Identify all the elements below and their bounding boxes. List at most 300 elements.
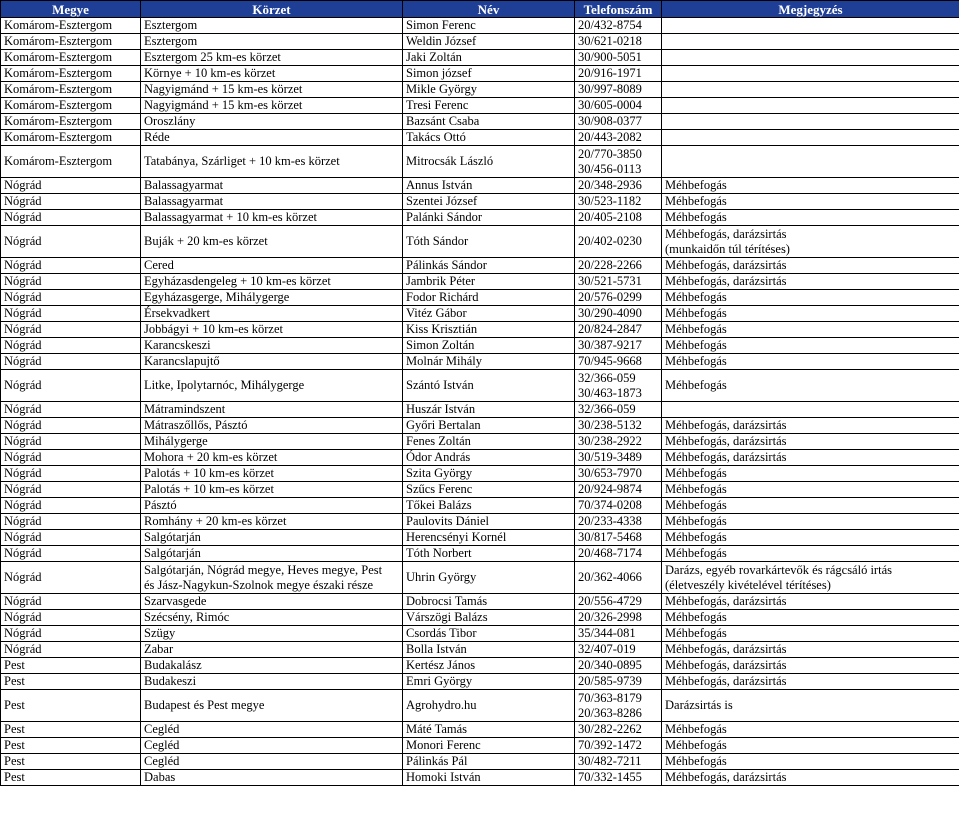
cell-nev [403,738,575,754]
cell-megye: Pest [1,738,141,754]
cell-nev [403,34,575,50]
cell-nev [403,610,575,626]
cell-megjegyzes [662,418,959,434]
cell-korzet-line: Salgótarján, Nógrád megye, Heves megye, Pest [144,562,383,577]
cell-korzet-line: Esztergom [144,34,198,48]
cell-korzet-line: Réde [144,130,170,144]
cell-megjegyzes-line: Méhbefogás [665,482,727,496]
cell-korzet [141,338,403,354]
cell-megjegyzes [662,498,959,514]
cell-megjegyzes [662,674,959,690]
cell-megjegyzes-line: Méhbefogás, darázsirtás [665,274,787,288]
table-row [1,562,959,594]
cell-telefonszam-line: 30/900-5051 [578,50,642,64]
cell-telefonszam-line: 30/482-7211 [578,754,642,768]
cell-telefonszam [575,210,662,226]
cell-megye: Nógrád [1,210,141,226]
cell-korzet-line: Salgótarján [144,530,201,544]
cell-megjegyzes-line: Méhbefogás, darázsirtás [665,450,787,464]
cell-megjegyzes-line: Méhbefogás [665,722,727,736]
cell-telefonszam [575,354,662,370]
cell-megjegyzes [662,306,959,322]
cell-telefonszam-line: 30/621-0218 [578,34,642,48]
cell-nev-line: Weldin József [406,34,477,48]
cell-nev-line: Szántó István [406,378,474,392]
table-row [1,642,959,658]
table-row [1,530,959,546]
cell-megjegyzes-line: Méhbefogás, darázsirtás [665,258,787,272]
cell-megjegyzes-line: Darázsirtás is [665,698,733,712]
cell-nev [403,466,575,482]
cell-telefonszam [575,514,662,530]
cell-telefonszam-line: 30/997-8089 [578,82,642,96]
cell-nev [403,98,575,114]
cell-telefonszam-line: 30/605-0004 [578,98,642,112]
cell-telefonszam-line: 20/443-2082 [578,130,642,144]
cell-telefonszam [575,322,662,338]
cell-nev [403,594,575,610]
cell-megjegyzes [662,594,959,610]
cell-korzet [141,722,403,738]
cell-megye: Nógrád [1,450,141,466]
cell-korzet-line: Érsekvadkert [144,306,210,320]
cell-nev-line: Kiss Krisztián [406,322,478,336]
cell-nev [403,514,575,530]
cell-nev [403,418,575,434]
cell-megjegyzes-line: Méhbefogás [665,378,727,392]
cell-telefonszam [575,418,662,434]
cell-telefonszam-line: 20/585-9739 [578,674,642,688]
cell-korzet [141,754,403,770]
cell-megye: Nógrád [1,194,141,210]
cell-megye: Pest [1,690,141,722]
table-row [1,354,959,370]
table-row [1,738,959,754]
cell-telefonszam-line: 20/556-4729 [578,594,642,608]
cell-nev [403,194,575,210]
cell-korzet [141,178,403,194]
cell-megye: Nógrád [1,594,141,610]
cell-telefonszam-line: 30/282-2262 [578,722,642,736]
table-row [1,770,959,786]
cell-megjegyzes [662,66,959,82]
cell-nev [403,674,575,690]
cell-korzet [141,626,403,642]
cell-telefonszam [575,370,662,402]
cell-telefonszam-line: 32/366-059 [578,402,636,416]
cell-megye: Nógrád [1,418,141,434]
cell-korzet-line: Tatabánya, Szárliget + 10 km-es körzet [144,154,340,168]
cell-korzet-line: Zabar [144,642,174,656]
cell-korzet-line: Esztergom [144,18,198,32]
cell-korzet-line: Litke, Ipolytarnóc, Mihálygerge [144,378,305,392]
cell-megye: Nógrád [1,338,141,354]
cell-korzet [141,322,403,338]
cell-megjegyzes-line: Méhbefogás [665,306,727,320]
cell-korzet [141,354,403,370]
cell-nev [403,562,575,594]
cell-telefonszam-line: 35/344-081 [578,626,636,640]
cell-megye: Komárom-Esztergom [1,82,141,98]
cell-korzet-line: Cegléd [144,722,180,736]
cell-telefonszam [575,738,662,754]
table-row [1,194,959,210]
cell-korzet [141,674,403,690]
cell-korzet [141,402,403,418]
cell-megye: Komárom-Esztergom [1,146,141,178]
cell-nev [403,402,575,418]
cell-telefonszam [575,258,662,274]
cell-korzet [141,114,403,130]
cell-nev-line: Bolla István [406,642,467,656]
cell-telefonszam [575,546,662,562]
cell-telefonszam-line: 30/456-0113 [578,161,642,176]
cell-megjegyzes [662,642,959,658]
cell-nev-line: Molnár Mihály [406,354,483,368]
cell-megye: Nógrád [1,402,141,418]
cell-korzet [141,562,403,594]
cell-megjegyzes-line: Darázs, egyéb rovarkártevők és rágcsáló irtás [665,562,892,577]
cell-korzet-line: Egyházasdengeleg + 10 km-es körzet [144,274,331,288]
cell-megjegyzes-line: Méhbefogás, darázsirtás [665,434,787,448]
cell-megye: Pest [1,674,141,690]
cell-korzet-line: Salgótarján [144,546,201,560]
cell-telefonszam-line: 30/817-5468 [578,530,642,544]
cell-megye: Komárom-Esztergom [1,50,141,66]
cell-korzet [141,290,403,306]
cell-megjegyzes [662,562,959,594]
cell-megjegyzes [662,146,959,178]
cell-nev-line: Dobrocsi Tamás [406,594,488,608]
cell-korzet [141,370,403,402]
cell-megye: Nógrád [1,514,141,530]
table-row [1,658,959,674]
cell-megye: Pest [1,754,141,770]
table-row [1,290,959,306]
cell-telefonszam-line: 70/332-1455 [578,770,642,784]
cell-megjegyzes [662,290,959,306]
cell-telefonszam [575,770,662,786]
table-row [1,34,959,50]
cell-megye: Nógrád [1,482,141,498]
cell-korzet-line: Dabas [144,770,176,784]
cell-telefonszam [575,674,662,690]
cell-telefonszam-line: 30/653-7970 [578,466,642,480]
cell-megjegyzes-line: Méhbefogás, darázsirtás [665,674,787,688]
cell-nev [403,82,575,98]
cell-korzet [141,546,403,562]
cell-telefonszam [575,690,662,722]
cell-megye: Nógrád [1,370,141,402]
cell-korzet-line: Környe + 10 km-es körzet [144,66,276,80]
header-megye: Megye [1,1,141,18]
cell-korzet [141,258,403,274]
cell-nev-line: Huszár István [406,402,476,416]
header-telefonszam: Telefonszám [575,1,662,18]
cell-telefonszam [575,530,662,546]
cell-telefonszam [575,338,662,354]
table-row [1,370,959,402]
cell-telefonszam [575,274,662,290]
cell-telefonszam [575,18,662,34]
cell-megjegyzes-line: (munkaidőn túl térítéses) [665,241,790,256]
cell-korzet-line: Mihálygerge [144,434,208,448]
cell-telefonszam-line: 32/407-019 [578,642,636,656]
cell-nev-line: Tóth Norbert [406,546,472,560]
cell-korzet [141,482,403,498]
table-header [1,1,959,18]
cell-nev-line: Simon józsef [406,66,472,80]
cell-telefonszam [575,66,662,82]
cell-megjegyzes [662,402,959,418]
cell-nev [403,434,575,450]
table-row [1,274,959,290]
cell-korzet-line: Jobbágyi + 10 km-es körzet [144,322,283,336]
cell-nev-line: Mitrocsák László [406,154,494,168]
cell-korzet [141,98,403,114]
cell-nev-line: Tőkei Balázs [406,498,472,512]
cell-megye: Komárom-Esztergom [1,66,141,82]
cell-nev [403,290,575,306]
cell-telefonszam-line: 20/326-2998 [578,610,642,624]
cell-nev-line: Monori Ferenc [406,738,481,752]
cell-korzet-line: Mohora + 20 km-es körzet [144,450,278,464]
cell-telefonszam-line: 70/945-9668 [578,354,642,368]
cell-telefonszam [575,194,662,210]
cell-nev-line: Máté Tamás [406,722,468,736]
cell-korzet-line: Balassagyarmat [144,194,224,208]
cell-korzet-line: Balassagyarmat + 10 km-es körzet [144,210,317,224]
cell-telefonszam-line: 20/405-2108 [578,210,642,224]
cell-megjegyzes [662,114,959,130]
cell-nev [403,210,575,226]
cell-megjegyzes-line: Méhbefogás [665,210,727,224]
cell-telefonszam [575,610,662,626]
cell-telefonszam [575,402,662,418]
cell-megye: Nógrád [1,274,141,290]
cell-megjegyzes [662,98,959,114]
cell-megjegyzes-line: Méhbefogás [665,290,727,304]
cell-korzet [141,690,403,722]
cell-nev [403,482,575,498]
cell-megye: Nógrád [1,290,141,306]
cell-telefonszam [575,82,662,98]
table-row [1,258,959,274]
table-row [1,18,959,34]
cell-megjegyzes-line: Méhbefogás, darázsirtás [665,594,787,608]
cell-megjegyzes-line: Méhbefogás [665,738,727,752]
cell-megjegyzes-line: Méhbefogás, darázsirtás [665,418,787,432]
cell-nev [403,258,575,274]
header-korzet: Körzet [141,1,403,18]
cell-nev [403,130,575,146]
cell-nev [403,18,575,34]
table-body [1,18,959,786]
cell-megjegyzes-line: Méhbefogás [665,514,727,528]
cell-nev-line: Jaki Zoltán [406,50,462,64]
cell-telefonszam [575,434,662,450]
cell-telefonszam [575,562,662,594]
cell-telefonszam-line: 32/366-059 [578,370,636,385]
cell-megye: Komárom-Esztergom [1,130,141,146]
cell-megjegyzes-line: Méhbefogás [665,546,727,560]
cell-nev-line: Takács Ottó [406,130,466,144]
cell-megjegyzes-line: Méhbefogás [665,338,727,352]
cell-korzet-line: Balassagyarmat [144,178,224,192]
cell-megjegyzes [662,370,959,402]
table-row [1,482,959,498]
cell-telefonszam-line: 20/348-2936 [578,178,642,192]
cell-megye: Pest [1,658,141,674]
cell-korzet [141,66,403,82]
cell-megye: Komárom-Esztergom [1,18,141,34]
cell-telefonszam-line: 20/468-7174 [578,546,642,560]
cell-nev-line: Pálinkás Pál [406,754,468,768]
cell-megjegyzes [662,18,959,34]
cell-nev-line: Simon Zoltán [406,338,475,352]
cell-megjegyzes [662,274,959,290]
cell-megjegyzes [662,322,959,338]
cell-megjegyzes-line: Méhbefogás [665,178,727,192]
table-row [1,130,959,146]
cell-telefonszam [575,130,662,146]
table-row [1,674,959,690]
header-megjegyzes: Megjegyzés [662,1,959,18]
table-row [1,66,959,82]
cell-megye: Nógrád [1,530,141,546]
table-row [1,498,959,514]
table-row [1,82,959,98]
cell-megjegyzes-line: Méhbefogás, darázsirtás [665,226,787,241]
cell-nev-line: Bazsánt Csaba [406,114,480,128]
cell-telefonszam [575,50,662,66]
cell-megye: Nógrád [1,178,141,194]
table-row [1,514,959,530]
cell-telefonszam [575,594,662,610]
table-row [1,210,959,226]
cell-nev-line: Szentei József [406,194,478,208]
cell-megjegyzes-line: Méhbefogás [665,530,727,544]
cell-nev-line: Paulovits Dániel [406,514,489,528]
cell-nev [403,770,575,786]
cell-telefonszam [575,450,662,466]
cell-korzet-line: Egyházasgerge, Mihálygerge [144,290,290,304]
cell-megjegyzes [662,610,959,626]
cell-megjegyzes-line: Méhbefogás, darázsirtás [665,770,787,784]
cell-nev [403,658,575,674]
cell-megjegyzes-line: Méhbefogás, darázsirtás [665,642,787,656]
cell-megye: Nógrád [1,642,141,658]
cell-megjegyzes-line: (életveszély kivételével térítéses) [665,577,831,592]
cell-telefonszam [575,98,662,114]
cell-telefonszam-line: 20/363-8286 [578,705,642,720]
cell-korzet-line: Budakeszi [144,674,197,688]
cell-telefonszam-line: 70/392-1472 [578,738,642,752]
cell-nev [403,722,575,738]
cell-megjegyzes-line: Méhbefogás [665,754,727,768]
cell-nev-line: Agrohydro.hu [406,698,477,712]
cell-megjegyzes [662,514,959,530]
cell-megjegyzes [662,82,959,98]
cell-telefonszam [575,306,662,322]
cell-nev-line: Jambrik Péter [406,274,476,288]
cell-korzet [141,146,403,178]
cell-korzet [141,466,403,482]
table-row [1,146,959,178]
table-row [1,626,959,642]
cell-telefonszam [575,722,662,738]
cell-megjegyzes [662,258,959,274]
table-row [1,466,959,482]
cell-korzet [141,82,403,98]
cell-megjegyzes [662,770,959,786]
cell-nev [403,178,575,194]
cell-nev-line: Simon Ferenc [406,18,476,32]
cell-telefonszam-line: 20/432-8754 [578,18,642,32]
cell-korzet [141,594,403,610]
cell-korzet [141,34,403,50]
cell-korzet [141,210,403,226]
cell-korzet-line: Szécsény, Rimóc [144,610,230,624]
cell-megjegyzes [662,466,959,482]
cell-telefonszam-line: 20/824-2847 [578,322,642,336]
cell-korzet-line: Cegléd [144,754,180,768]
cell-megjegyzes [662,130,959,146]
cell-korzet-line: Esztergom 25 km-es körzet [144,50,281,64]
cell-nev-line: Herencsényi Kornél [406,530,507,544]
cell-korzet-line: Karancskeszi [144,338,211,352]
cell-nev [403,226,575,258]
cell-megjegyzes [662,194,959,210]
cell-nev [403,274,575,290]
cell-nev [403,146,575,178]
cell-telefonszam-line: 30/238-5132 [578,418,642,432]
cell-korzet-line: Cered [144,258,174,272]
cell-korzet [141,274,403,290]
cell-telefonszam [575,146,662,178]
cell-korzet-line: Szarvasgede [144,594,207,608]
cell-megjegyzes-line: Méhbefogás [665,354,727,368]
cell-megjegyzes [662,626,959,642]
cell-nev-line: Szita György [406,466,473,480]
cell-korzet-line: Oroszlány [144,114,196,128]
cell-telefonszam-line: 20/770-3850 [578,146,642,161]
table-row [1,594,959,610]
cell-korzet-line: Buják + 20 km-es körzet [144,234,268,248]
table-row [1,754,959,770]
cell-telefonszam-line: 30/523-1182 [578,194,642,208]
cell-nev-line: Fodor Richárd [406,290,479,304]
cell-megye: Nógrád [1,466,141,482]
cell-telefonszam [575,290,662,306]
cell-megye: Nógrád [1,258,141,274]
table-row [1,226,959,258]
cell-nev [403,66,575,82]
cell-megjegyzes [662,34,959,50]
cell-megjegyzes [662,178,959,194]
cell-korzet [141,514,403,530]
cell-korzet-line: Mátraszőllős, Pásztó [144,418,248,432]
cell-korzet-line: Szügy [144,626,176,640]
cell-korzet [141,642,403,658]
cell-telefonszam-line: 70/374-0208 [578,498,642,512]
cell-korzet-line: Palotás + 10 km-es körzet [144,466,274,480]
cell-megjegyzes [662,754,959,770]
cell-megjegyzes [662,434,959,450]
cell-telefonszam [575,754,662,770]
cell-nev-line: Tresi Ferenc [406,98,469,112]
cell-megye: Komárom-Esztergom [1,98,141,114]
